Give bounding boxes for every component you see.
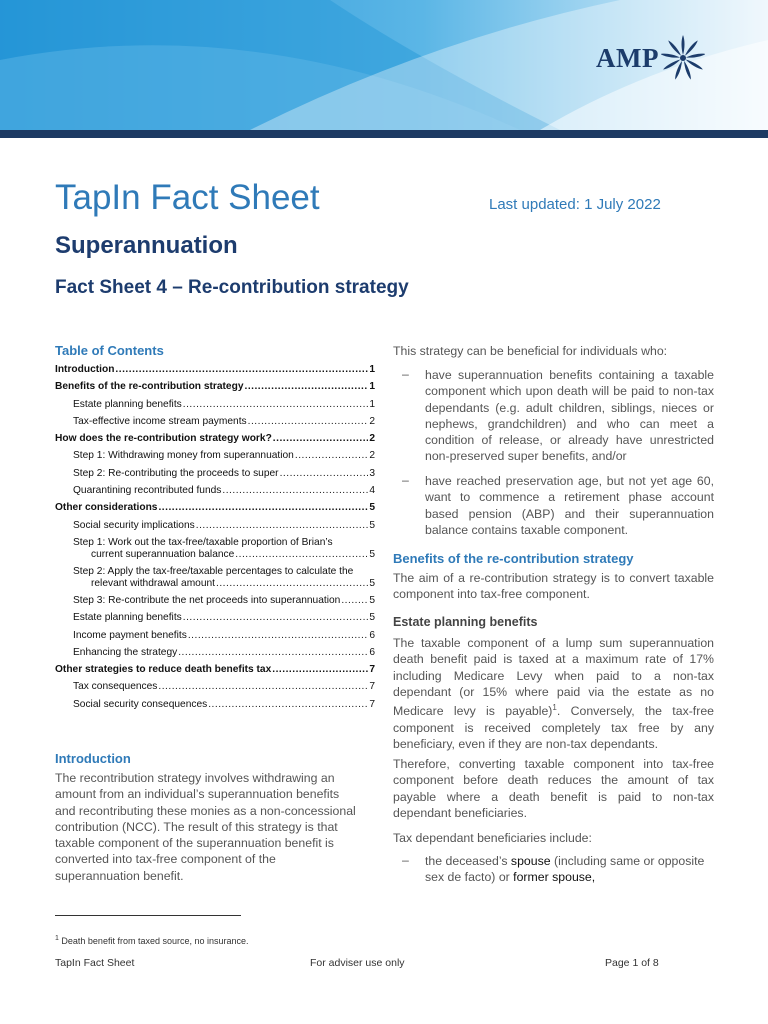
estate-paragraph	[393, 635, 714, 752]
toc-page-number: 5	[369, 594, 375, 606]
toc-leader-dots	[295, 450, 368, 462]
toc-leader-dots	[183, 612, 369, 624]
intro-heading: Introduction	[55, 751, 131, 766]
toc-entry[interactable]	[55, 681, 375, 693]
intro-line: taxable component of the superannuation benefit is	[55, 836, 334, 851]
toc-entry[interactable]	[55, 520, 375, 532]
toc-entry-label: Other strategies to reduce death benefits tax	[55, 664, 272, 676]
header-banner	[0, 0, 768, 138]
bullet-text: have superannuation benefits containing a taxable component which upon death will be paid to non-tax dependants (e.g. adult children, siblings, nieces or nephews, grandchildren) and who can meet a condition of release, or already have unrestricted non-preserved super benefits, and/or	[425, 368, 714, 464]
toc-page-number: 7	[369, 681, 375, 693]
toc-entry-label: relevant withdrawal amount	[91, 577, 216, 589]
toc-entry-label: Tax consequences	[73, 681, 158, 693]
estate-text-b: . Conversely, the tax-free component is received completely tax free by any beneficiary, even if they are non-tax dependants.	[393, 704, 714, 751]
footer-left: TapIn Fact Sheet	[55, 957, 135, 969]
toc-entry-label: current superannuation balance	[91, 548, 235, 560]
toc-entry[interactable]	[55, 549, 375, 561]
toc-page-number: 7	[369, 698, 375, 710]
toc-leader-dots	[178, 647, 368, 659]
footnote-mark: 1	[55, 935, 59, 942]
toc-entry-label: Step 3: Re-contribute the net proceeds into superannuation	[73, 594, 341, 606]
toc-entry-label: Step 1: Withdrawing money from superannuation	[73, 450, 294, 462]
fact-sheet-title: Fact Sheet 4 – Re-contribution strategy	[55, 277, 409, 298]
toc-page-number: 1	[369, 398, 375, 410]
toc-page-number: 1	[369, 364, 375, 375]
bullet-text-part: (including same or opposite sex de facto) or	[425, 854, 705, 885]
toc-entry[interactable]	[55, 381, 375, 393]
toc-page-number: 2	[369, 433, 375, 445]
bullet-text-part: the deceased’s	[425, 854, 511, 868]
toc-entry[interactable]	[55, 450, 375, 462]
toc-entry-label: Social security implications	[73, 519, 195, 531]
former-spouse-term: former spouse,	[513, 870, 596, 885]
intro-line: The recontribution strategy involves withdrawing an	[55, 771, 335, 785]
footer-center: For adviser use only	[310, 957, 405, 969]
toc-entry[interactable]	[55, 647, 375, 659]
intro-line: converted into tax-free component of the	[55, 852, 276, 867]
section-subtitle: Superannuation	[55, 232, 238, 259]
toc-page-number: 2	[369, 450, 375, 462]
toc-leader-dots	[341, 595, 368, 607]
toc-page-number: 5	[369, 502, 375, 514]
intro-line: and recontributing these monies as a non-concessional	[55, 803, 356, 818]
toc-leader-dots	[280, 468, 369, 480]
toc-entry-label: Other considerations	[55, 502, 158, 514]
spouse-term: spouse	[510, 854, 551, 868]
toc-entry[interactable]	[55, 416, 375, 428]
toc-page-number: 5	[369, 612, 375, 624]
toc-entry-label: Introduction	[55, 364, 115, 375]
footer-page-number: Page 1 of 8	[605, 957, 659, 969]
toc-page-number: 4	[369, 485, 375, 497]
toc-entry-label: Estate planning benefits	[73, 612, 182, 624]
toc-leader-dots	[183, 399, 369, 411]
toc-page-number: 6	[369, 629, 375, 641]
toc-entry[interactable]	[55, 612, 375, 624]
toc-page-number: 3	[369, 467, 375, 479]
toc-entry[interactable]	[55, 630, 375, 642]
list-item	[402, 367, 713, 467]
toc-entry[interactable]	[55, 433, 375, 445]
estate-heading: Estate planning benefits	[393, 615, 538, 629]
toc-entry[interactable]	[55, 468, 375, 480]
dependants-lead: Tax dependant beneficiaries include:	[393, 831, 592, 845]
benefits-heading: Benefits of the re-contribution strategy	[393, 551, 634, 566]
strategy-lead: This strategy can be beneficial for individuals who:	[393, 344, 668, 358]
toc-entry-label: How does the re-contribution strategy work?	[55, 433, 272, 445]
footnote-text: Death benefit from taxed source, no insurance.	[58, 936, 249, 946]
toc-leader-dots	[216, 578, 368, 590]
bullet-text	[425, 853, 714, 886]
list-item	[402, 473, 713, 543]
toc-entry-label: Benefits of the re-contribution strategy	[55, 381, 244, 393]
page-title: TapIn Fact Sheet	[55, 178, 320, 217]
toc-leader-dots	[158, 502, 368, 514]
toc-page-number: 5	[369, 577, 375, 589]
toc-entry-label: Quarantining recontributed funds	[73, 485, 222, 497]
toc-leader-dots	[222, 485, 368, 497]
toc-page-number: 6	[369, 646, 375, 658]
intro-line: amount from an individual’s superannuation benefits	[55, 787, 340, 802]
amp-starburst-icon	[661, 34, 705, 82]
toc-entry-label: Estate planning benefits	[73, 398, 182, 410]
toc-entry[interactable]	[55, 399, 375, 411]
intro-line: contribution (NCC). The result of this strategy is that	[55, 819, 338, 834]
toc-entry-label: Tax-effective income stream payments	[73, 415, 247, 427]
toc-leader-dots	[235, 549, 368, 561]
toc-entry-line[interactable]: Step 2: Apply the tax-free/taxable percentages to calculate the	[73, 565, 354, 577]
toc-page-number: 2	[369, 415, 375, 427]
toc-leader-dots	[208, 699, 368, 711]
toc-leader-dots	[272, 664, 368, 676]
toc-page-number: 5	[369, 548, 375, 560]
last-updated: Last updated: 1 July 2022	[489, 196, 661, 213]
toc-entry[interactable]	[55, 699, 375, 711]
toc-page-number: 7	[369, 664, 375, 676]
toc-leader-dots	[158, 681, 368, 693]
intro-line: superannuation benefit.	[55, 868, 184, 883]
toc-entry[interactable]	[55, 502, 375, 514]
estate-text-a: The taxable component of a lump sum superannuation death benefit paid is taxed at a maximum rate of 17% including Medicare Levy when paid to a non-tax dependant (or 15% where paid via the estate as no Medicare levy is payable)	[393, 636, 714, 719]
bullet-text: have reached preservation age, but not yet age 60, want to commence a retirement phase account based pension (ABP) and their superannuation balance contains taxable component.	[425, 474, 714, 537]
therefore-paragraph: Therefore, converting taxable component into tax-free component before death reduces the amount of tax payable where a death benefit is paid to non-tax dependant beneficiaries.	[393, 757, 714, 820]
dash-marker: –	[402, 853, 409, 867]
toc-entry[interactable]	[55, 578, 375, 590]
toc-leader-dots	[273, 433, 369, 445]
toc-entry[interactable]	[55, 595, 375, 607]
footnote	[55, 935, 249, 946]
toc-heading: Table of Contents	[55, 343, 164, 358]
toc-entry-line[interactable]: Step 1: Work out the tax-free/taxable proportion of Brian’s	[73, 536, 333, 548]
benefits-paragraph: The aim of a re-contribution strategy is to convert taxable component into tax-free component.	[393, 571, 714, 602]
toc-leader-dots	[196, 520, 369, 532]
toc-entry-label: Income payment benefits	[73, 629, 187, 641]
toc-leader-dots	[244, 381, 368, 393]
dash-marker: –	[402, 367, 409, 381]
amp-logo	[596, 34, 705, 82]
dash-marker: –	[402, 473, 409, 487]
toc-leader-dots	[188, 630, 369, 642]
logo-text: AMP	[596, 42, 659, 73]
toc-leader-dots	[115, 364, 368, 376]
footnote-divider	[55, 915, 241, 916]
toc-page-number: 1	[369, 381, 375, 393]
toc-page-number: 5	[369, 519, 375, 531]
toc-entry-label: Step 2: Re-contributing the proceeds to super	[73, 467, 279, 479]
toc-entry[interactable]	[55, 485, 375, 497]
intro-paragraph	[55, 770, 373, 884]
toc-entry-label: Enhancing the strategy	[73, 646, 178, 658]
toc-entry-label: Social security consequences	[73, 698, 208, 710]
footnote-ref[interactable]: 1	[552, 703, 557, 713]
toc-entry[interactable]	[55, 664, 375, 676]
list-item	[402, 853, 713, 889]
toc-entry[interactable]	[55, 364, 375, 376]
toc-leader-dots	[248, 416, 369, 428]
table-of-contents	[55, 364, 375, 711]
